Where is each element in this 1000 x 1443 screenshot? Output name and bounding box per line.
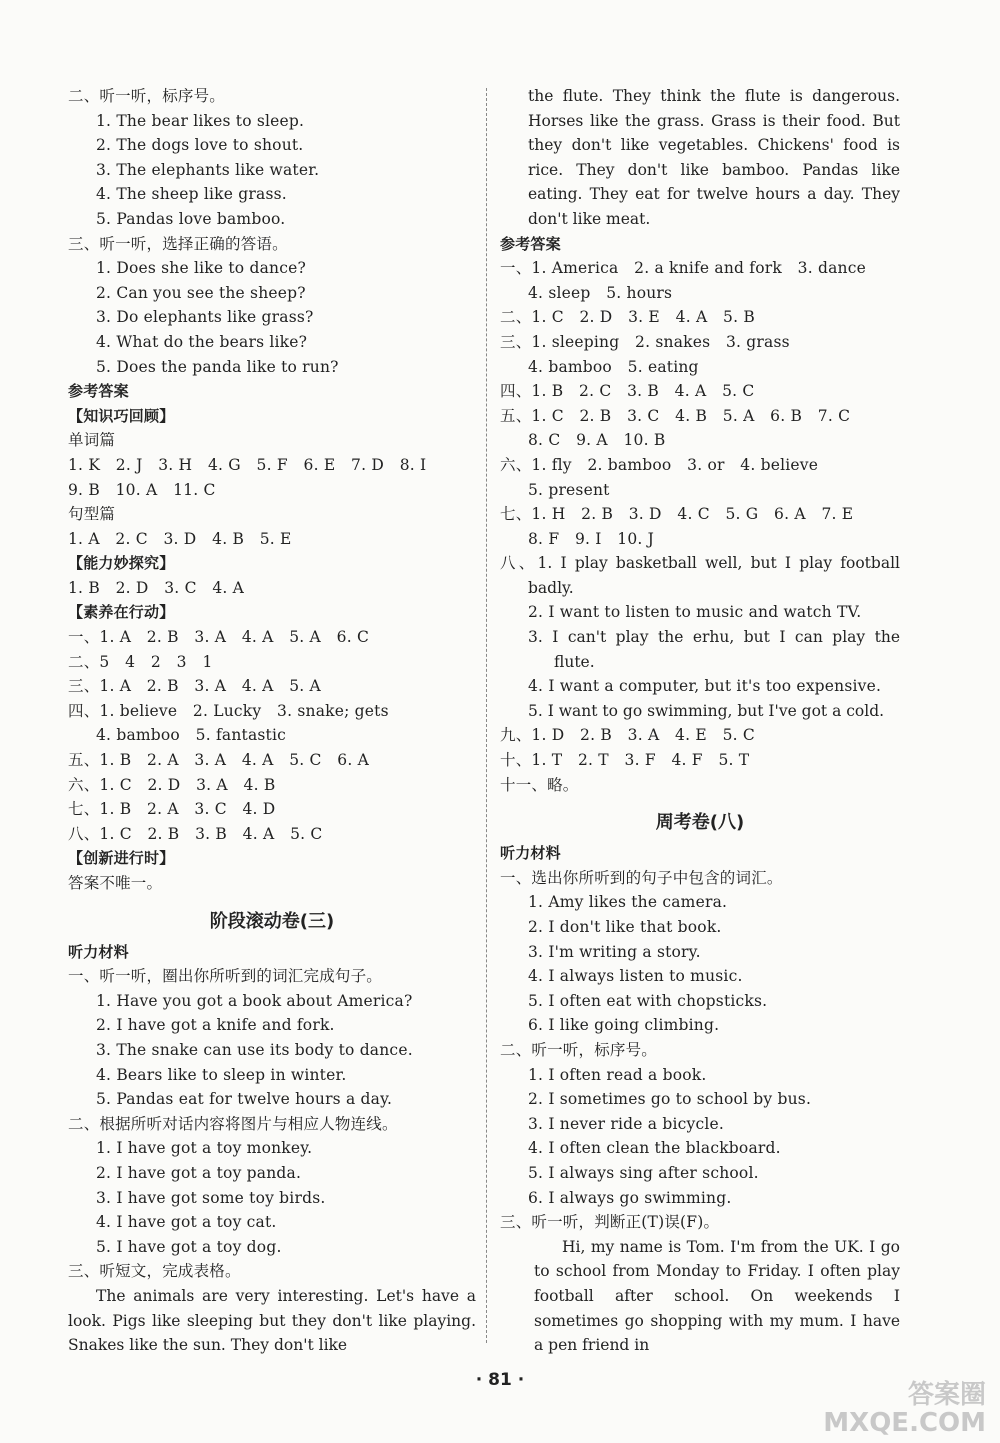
text-line: 单词篇 <box>68 431 116 450</box>
page-number: · 81 · <box>475 1370 525 1390</box>
text-line: 句型篇 <box>68 505 116 524</box>
text-line: 4. The sheep like grass. <box>96 185 287 204</box>
text-line: 四、1. believe 2. Lucky 3. snake; gets <box>68 701 389 720</box>
subheading: 听力材料 <box>500 844 561 863</box>
text-line: 3. I have got some toy birds. <box>96 1188 326 1207</box>
text-line: 1. I often read a book. <box>528 1065 707 1084</box>
watermark-logo <box>823 1381 986 1437</box>
text-line: 三、听一听，判断正(T)误(F)。 <box>500 1213 720 1232</box>
section-heading: 阶段滚动卷(三) <box>209 910 335 932</box>
text-line: 5. Pandas eat for twelve hours a day. <box>96 1090 393 1109</box>
text-line: 5. I often eat with chopsticks. <box>528 991 768 1010</box>
text-line: 一、听一听，圈出你所听到的词汇完成句子。 <box>68 967 383 986</box>
subheading: 参考答案 <box>500 234 561 253</box>
text-line: 4. bamboo 5. fantastic <box>96 726 287 745</box>
subheading: 【能力妙探究】 <box>68 554 175 573</box>
text-line: 3. The elephants like water. <box>96 160 320 179</box>
text-line: 5. present <box>528 480 610 499</box>
text-line: 3. I'm writing a story. <box>528 942 701 961</box>
subheading: 【创新进行时】 <box>68 849 175 868</box>
text-line: 四、1. B 2. C 3. B 4. A 5. C <box>500 382 755 401</box>
text-line: 3. The snake can use its body to dance. <box>96 1040 413 1059</box>
text-line: 二、1. C 2. D 3. E 4. A 5. B <box>500 308 755 327</box>
text-line: 1. Amy likes the camera. <box>528 893 728 912</box>
text-line: 4. I want a computer, but it's too expensive. <box>528 677 882 696</box>
text-line: 七、1. B 2. A 3. C 4. D <box>68 800 276 819</box>
watermark-line1: 答案圈 <box>907 1380 986 1410</box>
text-line: 2. The dogs love to shout. <box>96 136 304 155</box>
watermark-line2: MXQE.COM <box>823 1408 986 1438</box>
column-divider <box>486 88 487 1343</box>
text-line: 1. Have you got a book about America? <box>96 991 413 1010</box>
text-line: 6. I like going climbing. <box>528 1016 720 1035</box>
subheading: 【素养在行动】 <box>68 603 175 622</box>
text-line: 2. I have got a knife and fork. <box>96 1016 335 1035</box>
text-line: 二、根据所听对话内容将图片与相应人物连线。 <box>68 1114 398 1133</box>
text-line: 6. I always go swimming. <box>528 1188 732 1207</box>
text-line: 2. I don't like that book. <box>528 918 722 936</box>
text-line: the flute. They think the flute is dangerous. Horses like the grass. Grass is their food. But they don't like vegetables. Chickens' food is rice. They don't like bamboo. Pandas like eating. They eat for twelve hours a day. They don't like meat. <box>528 87 900 228</box>
text-line: 3. I can't play the erhu, but I can play the flute. <box>528 628 900 671</box>
text-line: 七、1. H 2. B 3. D 4. C 5. G 6. A 7. E <box>500 505 854 524</box>
text-line: 二、听一听，标序号。 <box>68 87 226 105</box>
section-heading: 周考卷(八) <box>655 812 745 834</box>
text-line: 八、1. I play basketball well, but I play football badly. <box>500 554 900 597</box>
text-line: 六、1. fly 2. bamboo 3. or 4. believe <box>500 455 819 474</box>
text-line: 十一、略。 <box>500 775 579 794</box>
text-line: 2. I want to listen to music and watch TV. <box>528 603 862 622</box>
text-line: 5. Pandas love bamboo. <box>96 209 286 228</box>
text-line: 3. I never ride a bicycle. <box>528 1114 724 1133</box>
left-column <box>68 84 476 1358</box>
text-line: 5. I always sing after school. <box>528 1163 759 1182</box>
text-line: 三、听短文，完成表格。 <box>68 1262 241 1281</box>
text-line: 4. sleep 5. hours <box>528 283 673 302</box>
subheading: 听力材料 <box>68 942 129 961</box>
text-line: 4. I often clean the blackboard. <box>528 1139 781 1158</box>
text-line: 2. Can you see the sheep? <box>96 283 306 302</box>
text-line: 4. I always listen to music. <box>528 967 743 986</box>
text-line: 二、听一听，标序号。 <box>500 1040 658 1059</box>
text-line: 答案不唯一。 <box>68 874 163 892</box>
subheading: 【知识巧回顾】 <box>68 406 175 425</box>
text-line: 二、5 4 2 3 1 <box>68 652 213 671</box>
text-line: 1. A 2. C 3. D 4. B 5. E <box>68 529 292 548</box>
text-line: 1. B 2. D 3. C 4. A <box>68 578 245 597</box>
text-line: 8. F 9. I 10. J <box>528 529 655 548</box>
text-line: 一、选出你所听到的句子中包含的词汇。 <box>500 868 783 887</box>
text-line: 1. Does she like to dance? <box>96 259 306 278</box>
subheading: 参考答案 <box>68 382 129 401</box>
text-line: 5. Does the panda like to run? <box>96 357 339 376</box>
text-line: 一、1. America 2. a knife and fork 3. dance <box>500 259 866 278</box>
text-line: 4. bamboo 5. eating <box>528 357 699 376</box>
text-line: 8. C 9. A 10. B <box>528 431 666 450</box>
text-line: 六、1. C 2. D 3. A 4. B <box>68 775 276 794</box>
text-line: 5. I want to go swimming, but I've got a cold. <box>528 701 885 720</box>
text-line: 一、1. A 2. B 3. A 4. A 5. A 6. C <box>68 628 370 647</box>
text-line: 2. I sometimes go to school by bus. <box>528 1090 812 1109</box>
text-line: 1. The bear likes to sleep. <box>96 111 305 130</box>
text-line: 3. Do elephants like grass? <box>96 308 314 327</box>
right-column <box>500 84 900 1358</box>
text-line: 十、1. T 2. T 3. F 4. F 5. T <box>500 751 750 770</box>
text-line: 9. B 10. A 11. C <box>68 480 216 499</box>
text-line: 九、1. D 2. B 3. A 4. E 5. C <box>500 726 755 745</box>
text-line: 4. Bears like to sleep in winter. <box>96 1065 347 1084</box>
text-line: Hi, my name is Tom. I'm from the UK. I go to school from Monday to Friday. I often play football after school. On weekends I sometimes go shopping with my mum. I have a pen friend in <box>534 1237 900 1355</box>
text-line: 4. What do the bears like? <box>96 332 308 351</box>
text-line: The animals are very interesting. Let's have a look. Pigs like sleeping but they don't like playing. Snakes like the sun. They don't like <box>68 1286 476 1355</box>
text-line: 三、1. sleeping 2. snakes 3. grass <box>500 332 790 351</box>
text-line: 5. I have got a toy dog. <box>96 1237 282 1256</box>
text-line: 1. K 2. J 3. H 4. G 5. F 6. E 7. D 8. I <box>68 455 427 474</box>
text-line: 1. I have got a toy monkey. <box>96 1139 313 1158</box>
text-line: 五、1. C 2. B 3. C 4. B 5. A 6. B 7. C <box>500 406 851 425</box>
text-line: 五、1. B 2. A 3. A 4. A 5. C 6. A <box>68 751 370 770</box>
text-line: 三、听一听，选择正确的答语。 <box>68 234 288 253</box>
text-line: 2. I have got a toy panda. <box>96 1163 302 1182</box>
text-line: 4. I have got a toy cat. <box>96 1213 277 1232</box>
text-line: 八、1. C 2. B 3. B 4. A 5. C <box>68 824 323 843</box>
text-line: 三、1. A 2. B 3. A 4. A 5. A <box>68 677 321 696</box>
